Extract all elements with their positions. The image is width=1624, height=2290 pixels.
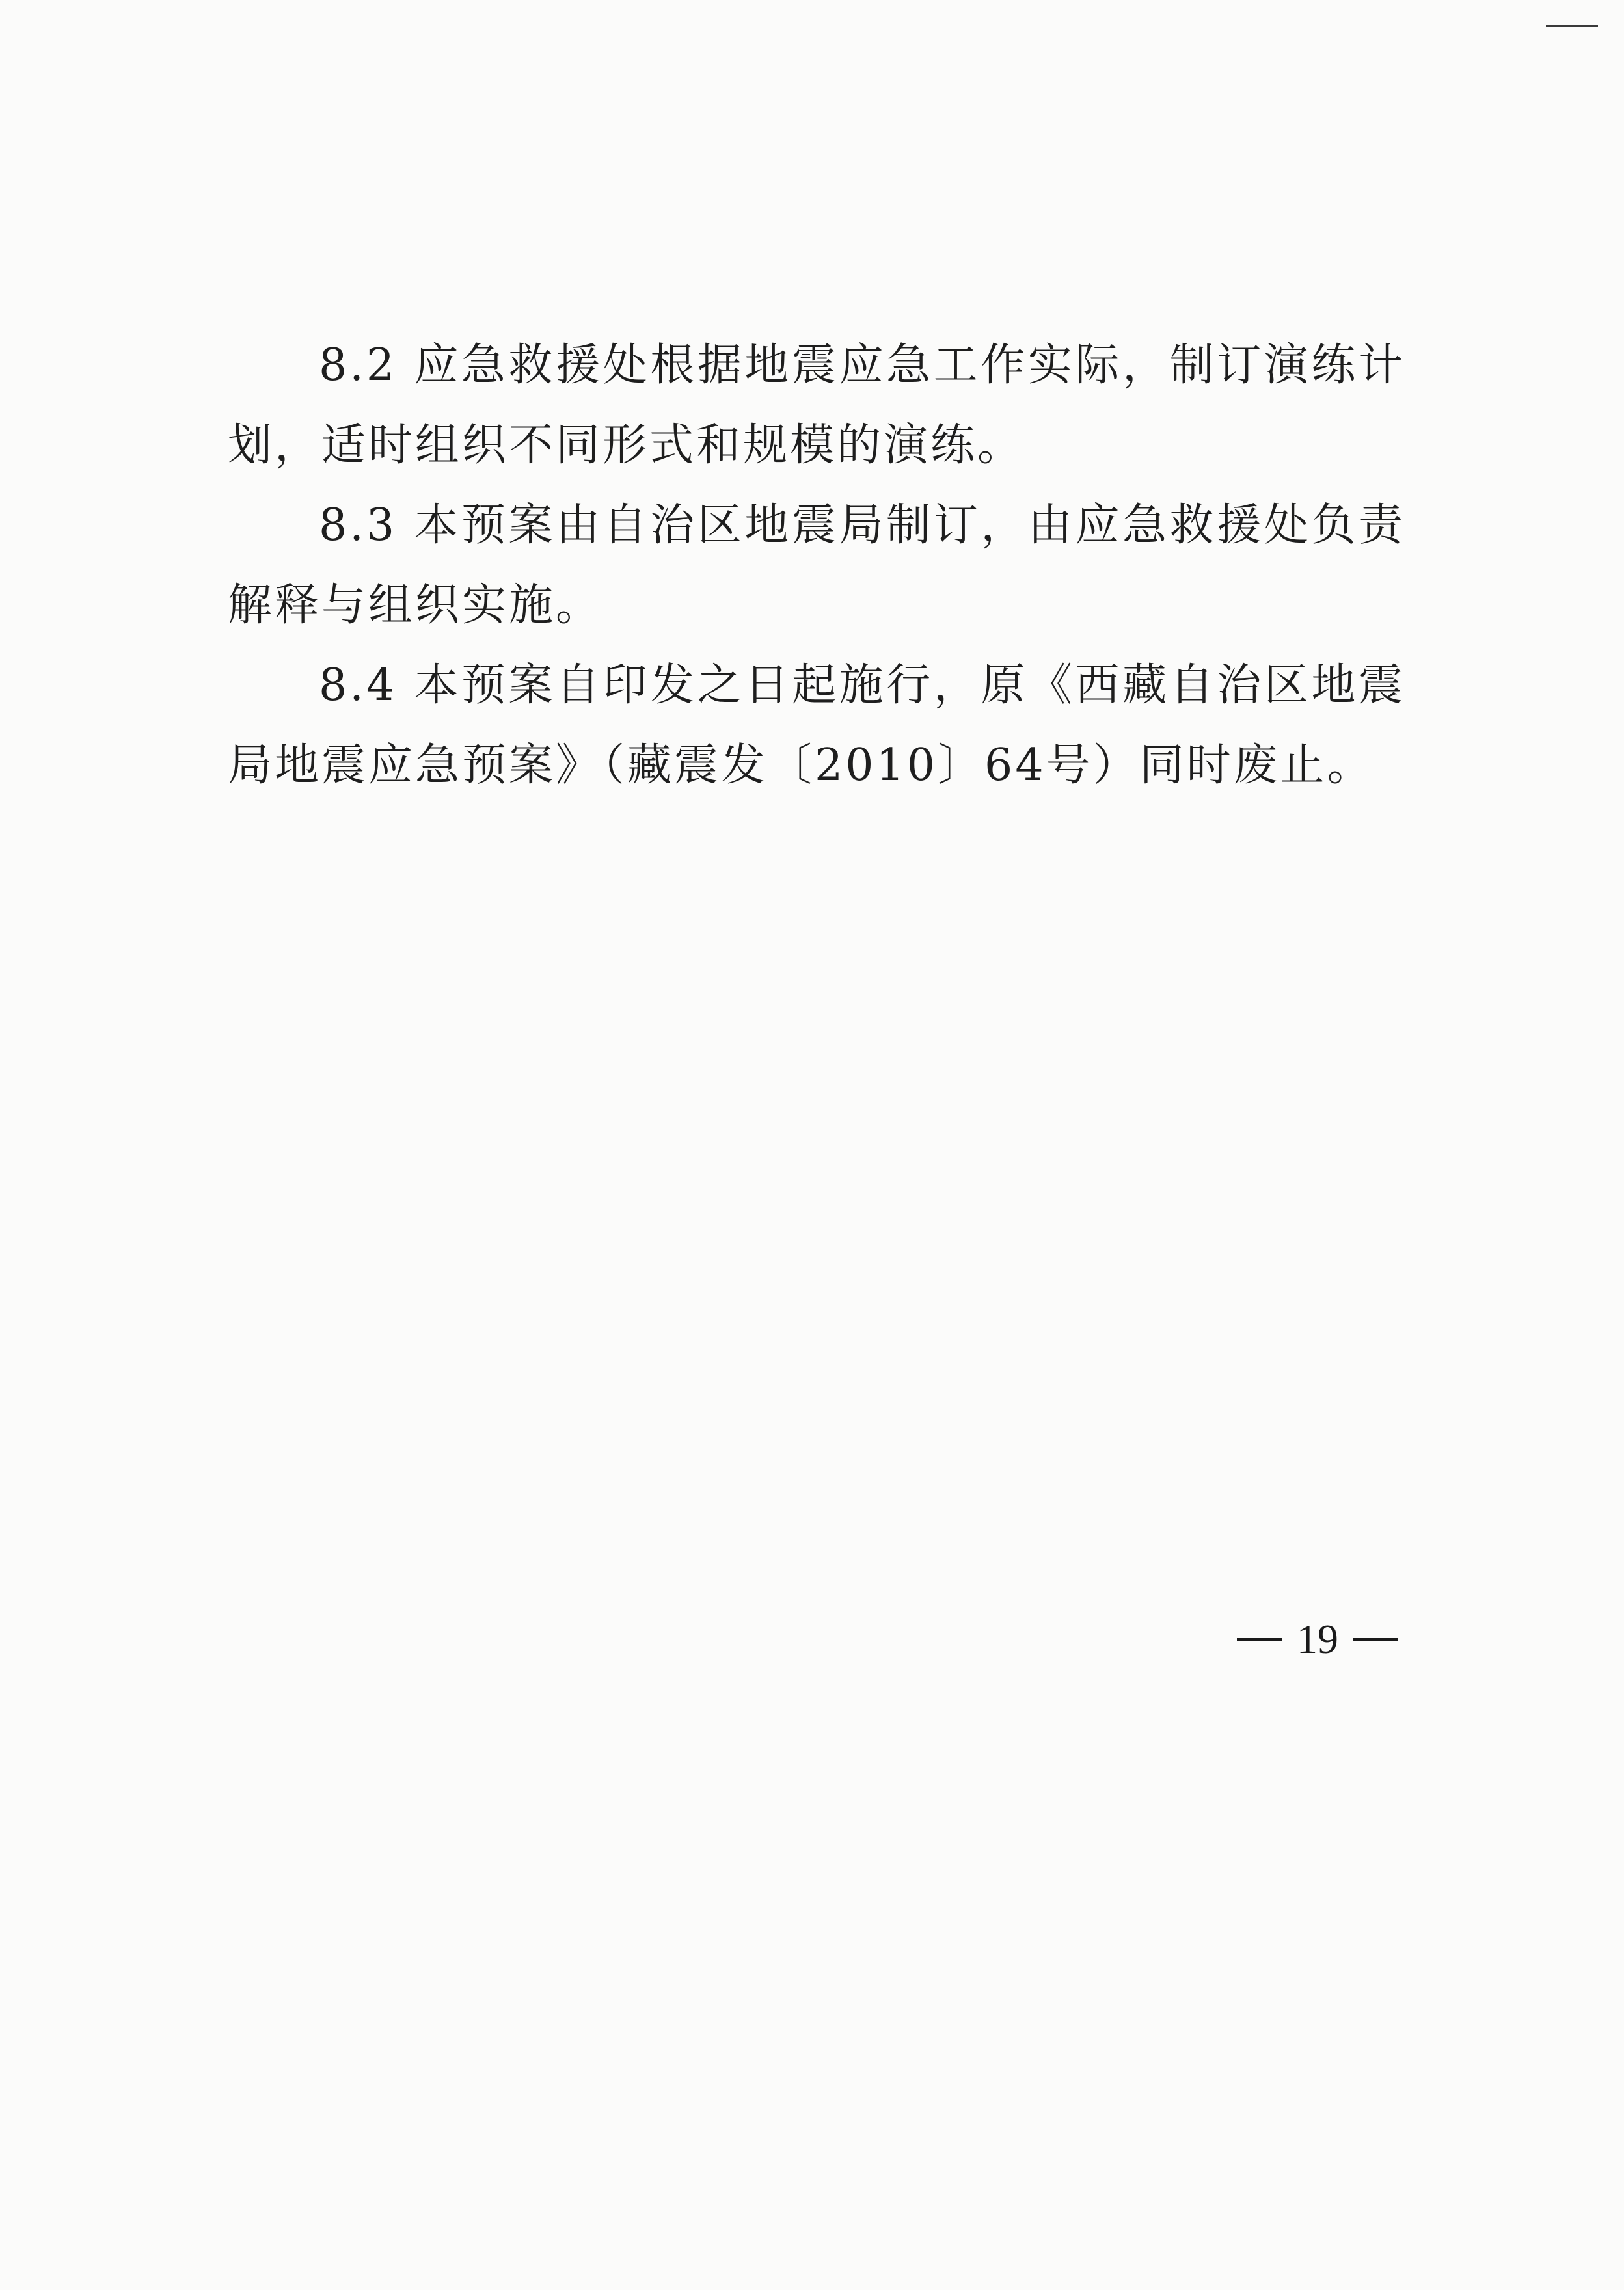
scan-edge-mark — [1546, 25, 1598, 27]
page-number-dash-right — [1353, 1638, 1398, 1641]
paragraph-8-2: 8.2 应急救援处根据地震应急工作实际，制订演练计划，适时组织不同形式和规模的演练。 — [228, 340, 1405, 471]
page-number-value: 19 — [1297, 1616, 1338, 1662]
page-number-dash-left — [1237, 1638, 1282, 1641]
body-text — [228, 325, 1405, 805]
paragraph-8-3: 8.3 本预案由自治区地震局制订，由应急救援处负责解释与组织实施。 — [228, 500, 1405, 631]
page-number — [1220, 1610, 1415, 1669]
paragraph-8-4: 8.4 本预案自印发之日起施行，原《西藏自治区地震局地震应急预案》（藏震发〔2010〕64号）同时废止。 — [228, 660, 1405, 791]
